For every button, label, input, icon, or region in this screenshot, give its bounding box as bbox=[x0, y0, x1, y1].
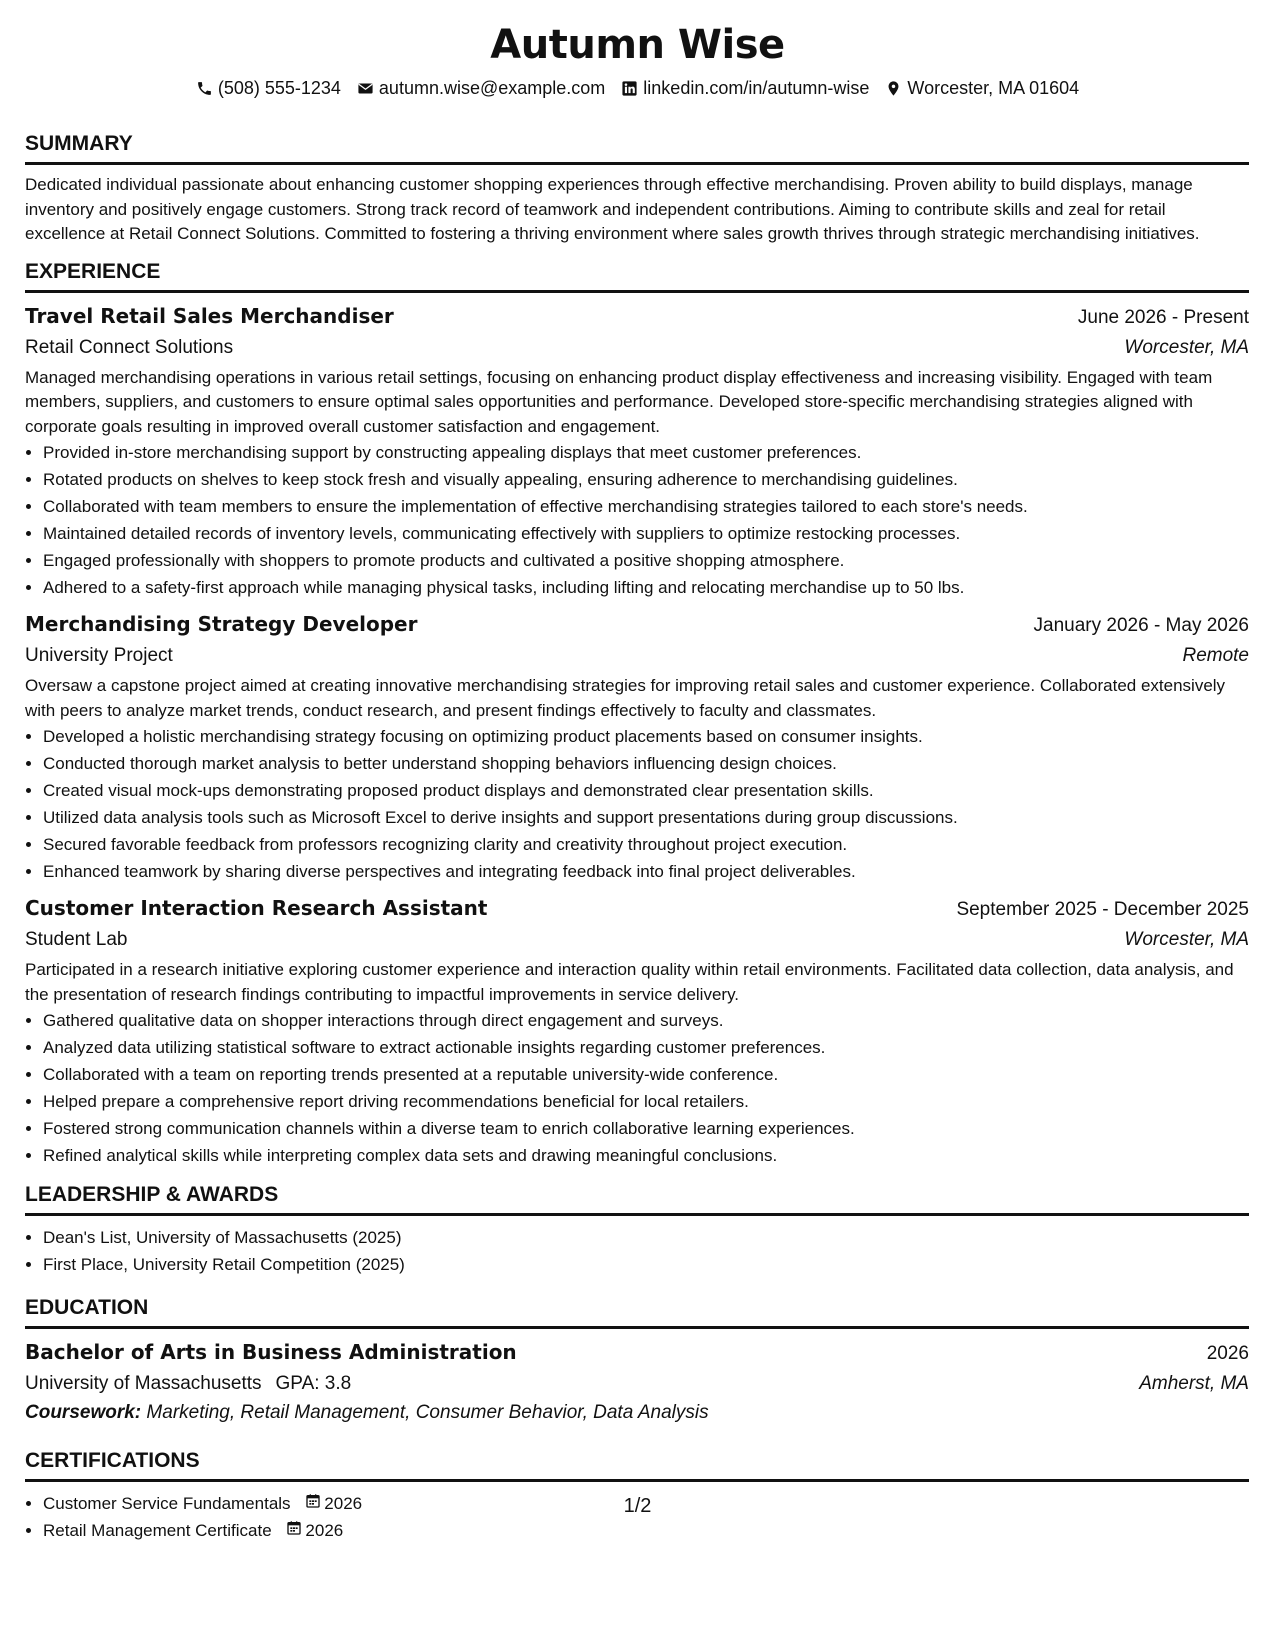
coursework-label: Coursework: bbox=[25, 1402, 142, 1423]
linkedin-text[interactable]: linkedin.com/in/autumn-wise bbox=[643, 78, 870, 98]
bullet-item: • Provided in-store merchandising support by constructing appealing displays that meet customer preferences. bbox=[43, 439, 1249, 466]
graduation-year: 2026 bbox=[1206, 1343, 1249, 1364]
degree-title: Bachelor of Arts in Business Administration bbox=[25, 1340, 517, 1364]
certification-name: Retail Management Certificate bbox=[43, 1521, 272, 1540]
bullet-item: • Maintained detailed records of inventory levels, communicating effectively with suppliers to optimize restocking processes. bbox=[43, 520, 1249, 547]
contact-linkedin[interactable] bbox=[621, 78, 869, 99]
job-location: Remote bbox=[1182, 645, 1249, 666]
gpa: GPA: 3.8 bbox=[275, 1373, 352, 1394]
bullet-item: • Created visual mock-ups demonstrating proposed product displays and demonstrated clear presentation skills. bbox=[43, 777, 1249, 804]
map-pin-icon bbox=[885, 80, 902, 97]
experience-section bbox=[25, 260, 1249, 1170]
job-description: Managed merchandising operations in various retail settings, focusing on enhancing product display effectiveness and increasing visibility. Engaged with team members, suppliers, and customers to ensure optimal sales opportunities and performance. Developed store-specific merchandising strategies aligned with corporate goals resulting in improved overall customer satisfaction and engagement. bbox=[25, 367, 1213, 436]
bullet-item: • Gathered qualitative data on shopper interactions through direct engagement and surveys. bbox=[43, 1007, 1249, 1034]
education-section bbox=[25, 1296, 1249, 1427]
job-bullets bbox=[25, 439, 1249, 601]
job-title: Customer Interaction Research Assistant bbox=[25, 896, 488, 920]
bullet-item: • Secured favorable feedback from professors recognizing clarity and creativity throughout project execution. bbox=[43, 831, 1249, 858]
email-text[interactable]: autumn.wise@example.com bbox=[378, 78, 606, 98]
job-description: Participated in a research initiative exploring customer experience and interaction quality within retail environments. Facilitated data collection, data analysis, and the presentation of research findings contributing to impactful improvements in service delivery. bbox=[25, 960, 1234, 1004]
bullet-item: • Collaborated with team members to ensure the implementation of effective merchandising strategies tailored to each store's needs. bbox=[43, 493, 1249, 520]
job-title: Merchandising Strategy Developer bbox=[25, 612, 418, 636]
school-name: University of Massachusetts bbox=[25, 1373, 262, 1394]
job-dates: September 2025 - December 2025 bbox=[956, 899, 1249, 920]
bullet-item: • Analyzed data utilizing statistical software to extract actionable insights regarding customer preferences. bbox=[43, 1034, 1249, 1061]
coursework-list: Marketing, Retail Management, Consumer Behavior, Data Analysis bbox=[146, 1402, 709, 1423]
resume-content bbox=[25, 132, 1249, 1554]
leadership-section bbox=[25, 1183, 1249, 1278]
candidate-name: Autumn Wise bbox=[490, 22, 785, 68]
job-organization: Retail Connect Solutions bbox=[25, 336, 234, 358]
job-location: Worcester, MA bbox=[1124, 336, 1249, 358]
job-dates: January 2026 - May 2026 bbox=[1033, 615, 1249, 636]
certification-year: 2026 bbox=[305, 1521, 344, 1540]
contact-email[interactable] bbox=[357, 78, 605, 99]
bullet-item: • Rotated products on shelves to keep stock fresh and visually appealing, ensuring adherence to merchandising guidelines. bbox=[43, 466, 1249, 493]
certifications-heading: CERTIFICATIONS bbox=[25, 1449, 1249, 1482]
phone-icon bbox=[196, 80, 213, 97]
bullet-item: • Conducted thorough market analysis to better understand shopping behaviors influencing design choices. bbox=[43, 750, 1249, 777]
job-entry bbox=[25, 893, 1249, 1169]
bullet-item: • Collaborated with a team on reporting trends presented at a reputable university-wide conference. bbox=[43, 1061, 1249, 1088]
bullet-item: • Refined analytical skills while interpreting complex data sets and drawing meaningful conclusions. bbox=[43, 1142, 1249, 1169]
job-bullets bbox=[25, 723, 1249, 885]
bullet-item: • Engaged professionally with shoppers to promote products and cultivated a positive shopping atmosphere. bbox=[43, 547, 1249, 574]
bullet-item: • Fostered strong communication channels within a diverse team to enrich collaborative learning experiences. bbox=[43, 1115, 1249, 1142]
calendar-icon bbox=[286, 1517, 302, 1544]
certification-name: Customer Service Fundamentals bbox=[43, 1494, 291, 1513]
award-item: • Dean's List, University of Massachusetts (2025) bbox=[43, 1224, 1249, 1251]
leadership-list bbox=[25, 1224, 1249, 1278]
contact-bar bbox=[0, 78, 1275, 99]
coursework bbox=[25, 1399, 1249, 1427]
summary-text: Dedicated individual passionate about enhancing customer shopping experiences through effective merchandising. Proven ability to build displays, manage inventory and positively engage customers. Strong track record of teamwork and independent contributions. Aiming to contribute skills and zeal for retail excellence at Retail Connect Solutions. Committed to fostering a thriving environment where sales growth thrives through strategic merchandising initiatives. bbox=[25, 175, 1200, 243]
certification-item bbox=[43, 1517, 1249, 1544]
contact-location bbox=[885, 78, 1079, 99]
summary-heading: SUMMARY bbox=[25, 132, 1249, 165]
bullet-item: • Utilized data analysis tools such as Microsoft Excel to derive insights and support presentations during group discussions. bbox=[43, 804, 1249, 831]
job-organization: University Project bbox=[25, 645, 173, 666]
job-entry bbox=[25, 301, 1249, 602]
award-item: • First Place, University Retail Competition (2025) bbox=[43, 1251, 1249, 1278]
location-text: Worcester, MA 01604 bbox=[907, 78, 1080, 98]
bullet-item: • Helped prepare a comprehensive report driving recommendations beneficial for local retailers. bbox=[43, 1088, 1249, 1115]
job-title: Travel Retail Sales Merchandiser bbox=[25, 303, 394, 328]
job-location: Worcester, MA bbox=[1124, 929, 1249, 950]
job-dates: June 2026 - Present bbox=[1077, 306, 1249, 328]
contact-phone bbox=[196, 78, 341, 99]
phone-text: (508) 555-1234 bbox=[217, 78, 341, 98]
school-location: Amherst, MA bbox=[1139, 1373, 1249, 1394]
leadership-heading: LEADERSHIP & AWARDS bbox=[25, 1183, 1249, 1216]
certification-year: 2026 bbox=[324, 1494, 363, 1513]
page-number: 1/2 bbox=[623, 1495, 652, 1517]
certification-date bbox=[286, 1517, 343, 1544]
bullet-item: • Adhered to a safety-first approach while managing physical tasks, including lifting and relocating merchandise up to 50 lbs. bbox=[43, 574, 1249, 601]
school-line bbox=[25, 1369, 351, 1399]
job-description: Oversaw a capstone project aimed at creating innovative merchandising strategies for improving retail sales and customer experience. Collaborated extensively with peers to analyze market trends, conduct research, and present findings effectively to faculty and classmates. bbox=[25, 676, 1226, 720]
job-bullets bbox=[25, 1007, 1249, 1169]
job-entry bbox=[25, 609, 1249, 885]
job-organization: Student Lab bbox=[25, 929, 128, 950]
education-heading: EDUCATION bbox=[25, 1296, 1249, 1329]
envelope-icon bbox=[357, 80, 374, 97]
bullet-item: • Enhanced teamwork by sharing diverse perspectives and integrating feedback into final project deliverables. bbox=[43, 858, 1249, 885]
linkedin-icon bbox=[621, 80, 638, 97]
experience-heading: EXPERIENCE bbox=[25, 260, 1249, 293]
summary-section bbox=[25, 132, 1249, 247]
bullet-item: • Developed a holistic merchandising strategy focusing on optimizing product placements based on consumer insights. bbox=[43, 723, 1249, 750]
